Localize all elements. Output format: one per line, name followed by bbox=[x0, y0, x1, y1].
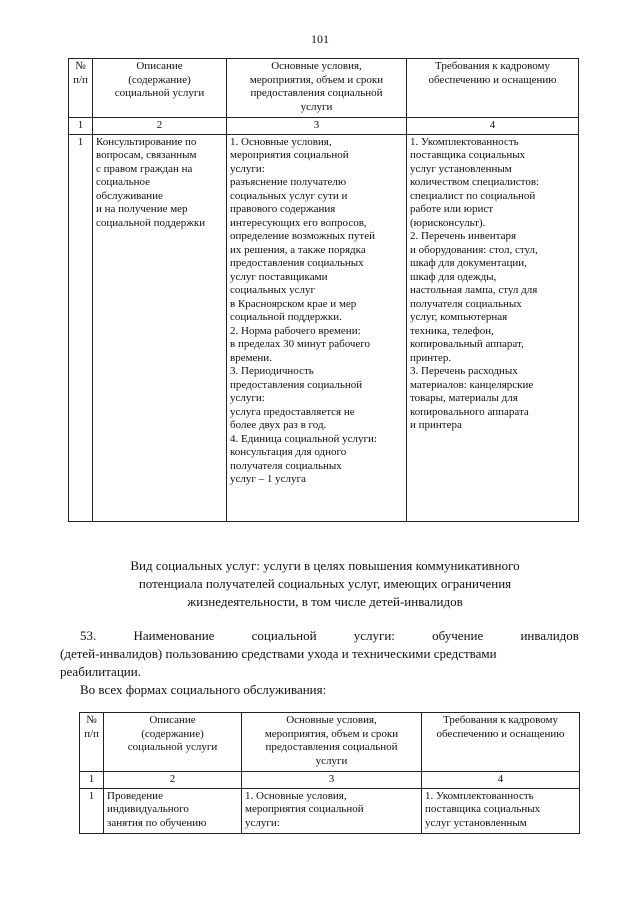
column-number: 3 bbox=[227, 118, 407, 135]
column-number: 1 bbox=[80, 772, 104, 789]
column-number: 1 bbox=[69, 118, 93, 135]
heading-line: Вид социальных услуг: услуги в целях повышения коммуникативного bbox=[130, 558, 520, 573]
column-number-row bbox=[80, 772, 580, 789]
header-text: № п/п bbox=[73, 60, 88, 86]
table-row bbox=[80, 788, 580, 833]
word: Наименование bbox=[133, 628, 215, 643]
row-description bbox=[104, 788, 242, 833]
header-requirements bbox=[422, 713, 580, 772]
row-description bbox=[93, 134, 227, 521]
item-53-line-4: Во всех формах социального обслуживания: bbox=[80, 682, 327, 697]
page-number: 101 bbox=[311, 32, 329, 46]
services-table-1 bbox=[68, 58, 579, 522]
word: социальной bbox=[251, 628, 317, 643]
column-number: 4 bbox=[407, 118, 579, 135]
item-53-line-3: реабилитации. bbox=[60, 664, 141, 679]
header-text: Основные условия, мероприятия, объем и сроки предоставления социальной услуги bbox=[249, 60, 384, 113]
section-heading bbox=[60, 557, 590, 611]
column-number-row bbox=[69, 118, 579, 135]
column-number: 2 bbox=[104, 772, 242, 789]
header-text: № п/п bbox=[84, 714, 99, 740]
heading-line: потенциала получателей социальных услуг, имеющих ограничения bbox=[138, 576, 512, 591]
word: услуги: bbox=[353, 628, 395, 643]
header-text: Описание (содержание) социальной услуги bbox=[127, 714, 218, 753]
header-number bbox=[80, 713, 104, 772]
row-conditions bbox=[227, 134, 407, 521]
cell-text: Консультирование по вопросам, связанным с правом граждан на социальное обслуживание и на получение мер социальной поддержки bbox=[96, 135, 206, 229]
header-description bbox=[93, 59, 227, 118]
services-table-2 bbox=[79, 712, 580, 834]
word: 53. bbox=[80, 628, 97, 643]
item-53-line-1 bbox=[80, 627, 579, 645]
table-header-row bbox=[80, 713, 580, 772]
column-number: 4 bbox=[422, 772, 580, 789]
cell-text: Проведение индивидуального занятия по обучению bbox=[107, 789, 207, 829]
header-number bbox=[69, 59, 93, 118]
header-text: Требования к кадровому обеспечению и оснащению bbox=[436, 714, 565, 740]
header-conditions bbox=[242, 713, 422, 772]
row-requirements bbox=[407, 134, 579, 521]
cell-text: 1. Основные условия, мероприятия социальной услуги: разъяснение получателю социальных услуг сути и правового содержания интересующих его вопросов, определение возможных путей их решения, а также порядка предоставления социальных услуг поставщиками социальных услуг в Красноярском крае и мер социальной поддержки. 2. Норма рабочего времени: в пределах 30 минут рабочего времени. 3. Периодичность предоставления социальной услуги: услуга предоставляется не более двух раз в год. 4. Единица социальной услуги: консультация для одного получателя социальных услуг – 1 услуга bbox=[230, 135, 377, 485]
column-number: 3 bbox=[242, 772, 422, 789]
word: инвалидов bbox=[520, 628, 579, 643]
row-number: 1 bbox=[80, 788, 104, 833]
header-requirements bbox=[407, 59, 579, 118]
item-53-line-2: (детей-инвалидов) пользованию средствами ухода и техническими средствами bbox=[60, 646, 497, 661]
column-number: 2 bbox=[93, 118, 227, 135]
heading-line: жизнедеятельности, в том числе детей-инвалидов bbox=[187, 594, 463, 609]
row-number: 1 bbox=[69, 134, 93, 521]
header-description bbox=[104, 713, 242, 772]
header-text: Основные условия, мероприятия, объем и сроки предоставления социальной услуги bbox=[264, 714, 399, 767]
header-text: Требования к кадровому обеспечению и оснащению bbox=[428, 60, 557, 86]
table-row bbox=[69, 134, 579, 521]
header-conditions bbox=[227, 59, 407, 118]
cell-text: 1. Укомплектованность поставщика социальных услуг установленным количеством специалистов: специалист по социальной работе или юрист (юрисконсульт). 2. Перечень инвентаря и оборудования: стол, стул, шкаф для документации, шкаф для одежды, настольная лампа, стул для получателя социальных услуг, компьютерная техника, телефон, копировальный аппарат, принтер. 3. Перечень расходных материалов: канцелярские товары, материалы для копировального аппарата и принтера bbox=[410, 135, 540, 431]
cell-text: 1. Укомплектованность поставщика социальных услуг установленным bbox=[425, 789, 541, 829]
header-text: Описание (содержание) социальной услуги bbox=[114, 60, 205, 99]
row-requirements bbox=[422, 788, 580, 833]
row-conditions bbox=[242, 788, 422, 833]
word: обучение bbox=[432, 628, 484, 643]
cell-text: 1. Основные условия, мероприятия социальной услуги: bbox=[245, 789, 364, 829]
table-header-row bbox=[69, 59, 579, 118]
